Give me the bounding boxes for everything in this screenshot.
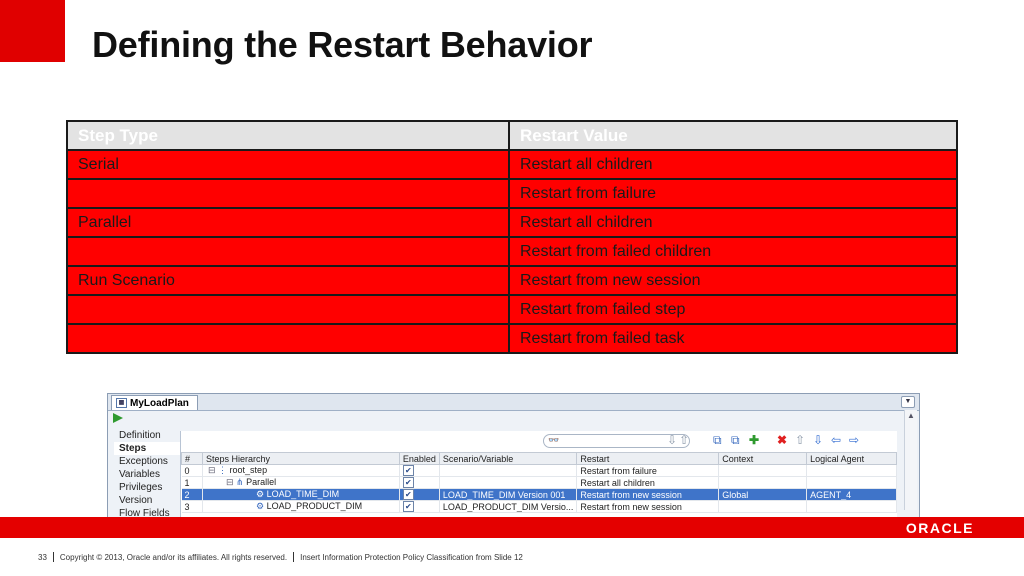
footer-divider [53, 552, 54, 562]
col-steps-hierarchy[interactable]: Steps Hierarchy [202, 453, 399, 465]
restart-cell[interactable]: Restart from failure [577, 465, 719, 477]
header-restart-value: Restart Value [509, 121, 957, 150]
nav-item-exceptions[interactable]: Exceptions [119, 456, 168, 467]
nav-item-definition[interactable]: Definition [119, 430, 161, 441]
row-number: 0 [182, 465, 203, 477]
step-name: Parallel [246, 477, 277, 487]
step-type-cell: Serial [67, 150, 509, 179]
restart-cell[interactable]: Restart from new session [577, 489, 719, 501]
restart-value-cell: Restart all children [509, 208, 957, 237]
row-number: 1 [182, 477, 203, 489]
col-scenario-variable[interactable]: Scenario/Variable [439, 453, 577, 465]
run-icon[interactable] [113, 413, 123, 423]
move-right-icon[interactable]: ⇨ [849, 433, 860, 447]
table-row [67, 324, 957, 353]
step-type-cell: Parallel [67, 208, 509, 237]
step-name-cell [202, 489, 399, 501]
serial-step-icon: ⋮ [218, 465, 228, 475]
restart-value-cell: Restart from new session [509, 266, 957, 295]
footer-divider [293, 552, 294, 562]
col-number[interactable]: # [182, 453, 203, 465]
tab-label: MyLoadPlan [130, 397, 189, 409]
table-row [67, 295, 957, 324]
enabled-cell [399, 465, 439, 477]
col-restart[interactable]: Restart [577, 453, 719, 465]
restart-behavior-table [66, 120, 958, 354]
table-row [67, 237, 957, 266]
editor-toolbar [108, 411, 919, 425]
enabled-cell [399, 489, 439, 501]
parallel-step-icon: ⋔ [236, 477, 244, 487]
nav-item-flow-fields[interactable]: Flow Fields [119, 508, 170, 518]
context-cell [719, 501, 807, 513]
scenario-cell: LOAD_TIME_DIM Version 001 [439, 489, 577, 501]
restart-cell[interactable]: Restart from new session [577, 501, 719, 513]
enabled-cell [399, 501, 439, 513]
page-number: 33 [38, 552, 47, 562]
delete-icon[interactable]: ✖ [777, 433, 788, 447]
step-name-cell [202, 501, 399, 513]
scenario-cell [439, 477, 577, 489]
step-type-cell [67, 295, 509, 324]
move-down-icon[interactable]: ⇩ [813, 433, 824, 447]
step-name-cell [202, 465, 399, 477]
restart-value-cell: Restart from failed children [509, 237, 957, 266]
scenario-cell: LOAD_PRODUCT_DIM Versio... [439, 501, 577, 513]
load-plan-icon: ▦ [116, 398, 127, 408]
table-row [67, 179, 957, 208]
restart-value-cell: Restart from failure [509, 179, 957, 208]
arrow-down-icon[interactable]: ⇩ [667, 433, 678, 447]
table-row [67, 208, 957, 237]
scenario-cell [439, 465, 577, 477]
col-context[interactable]: Context [719, 453, 807, 465]
step-name-cell [202, 477, 399, 489]
table-row[interactable] [182, 477, 897, 489]
editor-left-nav [114, 429, 180, 518]
step-name: root_step [229, 465, 268, 475]
table-row [67, 150, 957, 179]
table-header-row [67, 121, 957, 150]
nav-item-privileges[interactable]: Privileges [119, 482, 163, 493]
plus-icon[interactable]: ✚ [749, 433, 760, 447]
move-up-icon[interactable]: ⇧ [795, 433, 806, 447]
step-name: LOAD_TIME_DIM [266, 489, 340, 499]
enabled-checkbox[interactable]: ✔ [403, 501, 414, 512]
nav-item-variables[interactable]: Variables [119, 469, 160, 480]
restart-value-cell: Restart from failed step [509, 295, 957, 324]
col-enabled[interactable]: Enabled [399, 453, 439, 465]
add-step-icon[interactable]: ⧉ [713, 433, 722, 447]
enabled-checkbox[interactable]: ✔ [403, 465, 414, 476]
step-type-cell: Run Scenario [67, 266, 509, 295]
step-type-cell [67, 324, 509, 353]
col-logical-agent[interactable]: Logical Agent [807, 453, 897, 465]
chevron-down-icon[interactable]: ▼ [901, 396, 915, 408]
tree-collapse-icon[interactable]: ⊟ [207, 465, 216, 475]
restart-value-cell: Restart from failed task [509, 324, 957, 353]
restart-cell[interactable]: Restart all children [577, 477, 719, 489]
restart-value-cell: Restart all children [509, 150, 957, 179]
copyright-text: Copyright © 2013, Oracle and/or its affiliates. All rights reserved. [59, 552, 288, 562]
row-number: 3 [182, 501, 203, 513]
classification-text: Insert Information Protection Policy Classification from Slide 12 [300, 552, 523, 562]
context-cell [719, 465, 807, 477]
table-row[interactable] [182, 501, 897, 513]
scenario-gear-icon: ⚙ [255, 489, 265, 499]
nav-item-version[interactable]: Version [119, 495, 153, 506]
agent-cell [807, 477, 897, 489]
table-row[interactable] [182, 489, 897, 501]
scroll-up-icon[interactable]: ▲ [907, 411, 915, 420]
step-type-cell [67, 237, 509, 266]
context-cell [719, 477, 807, 489]
enabled-checkbox[interactable]: ✔ [403, 489, 414, 500]
step-name: LOAD_PRODUCT_DIM [266, 501, 363, 511]
brand-red-square [0, 0, 65, 62]
load-plan-editor [107, 393, 920, 518]
agent-cell: AGENT_4 [807, 489, 897, 501]
grid-header-row [182, 453, 897, 465]
arrow-up-icon[interactable]: ⇧ [679, 433, 690, 447]
editor-tabbar [108, 394, 919, 411]
tree-collapse-icon[interactable]: ⊟ [225, 477, 234, 487]
slide-title: Defining the Restart Behavior [92, 24, 593, 65]
table-row[interactable] [182, 465, 897, 477]
footer-red-bar [0, 517, 1024, 538]
steps-panel [180, 431, 897, 517]
nav-item-steps[interactable]: Steps [114, 442, 180, 455]
steps-toolbar [181, 431, 897, 451]
enabled-checkbox[interactable]: ✔ [403, 477, 414, 488]
add-child-icon[interactable]: ⧉ [731, 433, 740, 447]
step-type-cell [67, 179, 509, 208]
vertical-scrollbar[interactable] [904, 410, 917, 510]
oracle-logo: ORACLE [905, 520, 974, 536]
row-number: 2 [182, 489, 203, 501]
agent-cell [807, 501, 897, 513]
binoculars-icon: 👓 [548, 435, 560, 445]
header-step-type: Step Type [67, 121, 509, 150]
tab-myloadplan[interactable] [111, 395, 198, 410]
table-row [67, 266, 957, 295]
enabled-cell [399, 477, 439, 489]
agent-cell [807, 465, 897, 477]
scenario-gear-icon: ⚙ [255, 501, 265, 511]
move-left-icon[interactable]: ⇦ [831, 433, 842, 447]
slide-footer [38, 552, 523, 562]
steps-grid [181, 452, 897, 513]
context-cell: Global [719, 489, 807, 501]
